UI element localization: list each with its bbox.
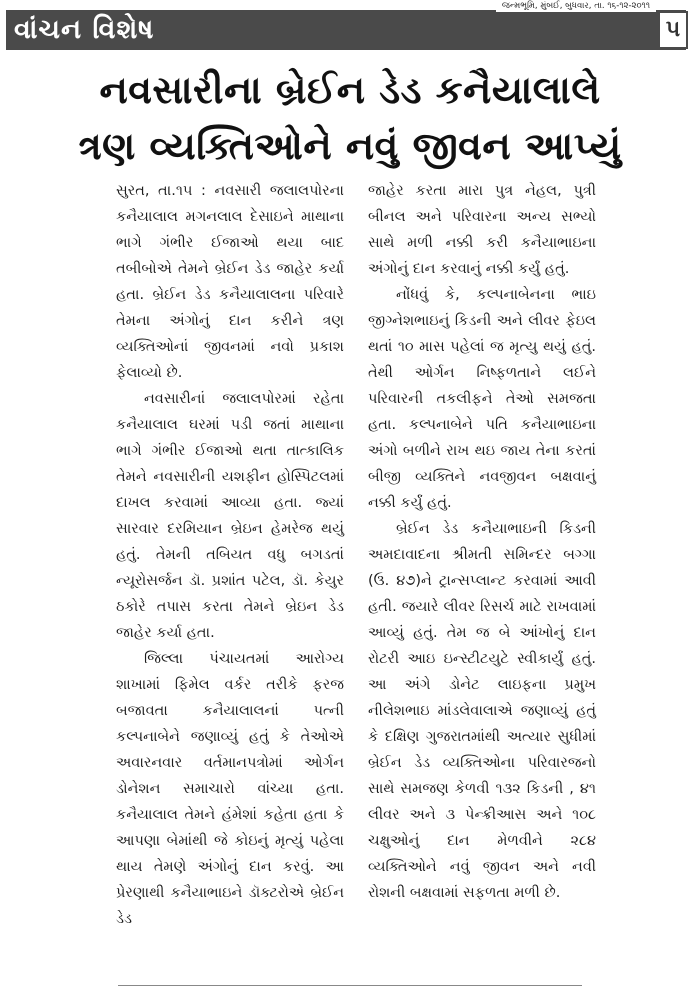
article-paragraph: જાહેર કરતા મારા પુત્ર નેહલ, પુત્રી બીનલ અને પરિવારના અન્ય સભ્યો સાથે મળી નક્કી કરી કનૈયાભાઇના અંગોનું દાન કરવાનું નક્કી કર્યું હતું. [368, 183, 596, 277]
headline-line-1: નવસારીના બ્રેઈન ડેડ કનૈયાલાલે [99, 68, 601, 112]
article-paragraph: નોંધવું કે, કલ્પનાબેનના ભાઇ જીગ્નેશભાઇનું કિડની અને લીવર ફેઇલ થતાં ૧૦ માસ પહેલાં જ મૃત્યુ થયું હતું. તેથી ઓર્ગન નિષ્ફળતાને લઈને પરિવારની તકલીફને તેઓ સમજતા હતા. કલ્પનાબેને પતિ કનૈયાભાઇના અંગો બળીને રાખ થઇ જાય તેના કરતાં બીજી વ્યક્તિને નવજીવન બક્ષવાનું નક્કી કર્યું હતું. [368, 287, 596, 511]
article-headline [0, 62, 700, 174]
article-paragraph: જિલ્લા પંચાયતમાં આરોગ્ય શાખામાં ફિમેલ વર્કર તરીકે ફરજ બજાવતા કનૈયાલાલનાં પત્ની કલ્પનાબેને જણાવ્યું હતું કે તેઓએ અવારનવાર વર્તમાનપત્રોમાં ઓર્ગન ડોનેશન સમાચારો વાંચ્યા હતા. કનૈયાલાલ તેમને હંમેશાં કહેતા હતા કે આપણા બેમાંથી જે કોઇનું મૃત્યું પહેલા થાય તેમણે અંગોનું દાન કરવું. આ પ્રેરણાથી કનૈયાભાઇને ડૉક્ટરોએ બ્રેઈન ડેડ [116, 651, 344, 927]
article-paragraph: સુરત, તા.૧૫ : નવસારી જલાલપોરના કનૈયાલાલ મગનલાલ દેસાઇને માથાના ભાગે ગંભીર ઈજાઓ થયા બાદ તબીબોએ તેમને બ્રેઈન ડેડ જાહેર કર્યા હતા. બ્રેઈન ડેડ કનૈયાલાલના પરિવારે તેમના અંગોનું દાન કરીને ત્રણ વ્યક્તિઓનાં જીવનમાં નવો પ્રકાશ ફેલાવ્યો છે. [116, 183, 344, 381]
dateline: જન્મભૂમિ, મુંબઈ, બુધવાર, તા. ૧૬-૧૨-૨૦૧૧ [496, 0, 656, 12]
page-header [0, 0, 700, 56]
page-number: ૫ [658, 11, 688, 49]
article-paragraph: નવસારીનાં જલાલપોરમાં રહેતા કનૈયાલાલ ઘરમાં પડી જતાં માથાના ભાગે ગંભીર ઈજાઓ થતા તાત્કાલિક તેમને નવસારીની યશફીન હોસ્પિટલમાં દાખલ કરવામાં આવ્યા હતા. જ્યાં સારવાર દરમિયાન બ્રેઇન હેમરેજ થયું હતું. તેમની તબિયત વધુ બગડતાં ન્યૂરોસર્જન ડૉ. પ્રશાંત પટેલ, ડૉ. કેયુર ઠકોરે તપાસ કરતા તેમને બ્રેઇન ડેડ જાહેર કર્યા હતા. [116, 391, 344, 641]
article-column-right [368, 178, 596, 906]
article-body [116, 178, 596, 978]
section-title: વાંચન વિશેષ [14, 14, 155, 45]
headline-line-2: ત્રણ વ્યક્તિઓને નવું જીવન આપ્યું [78, 124, 622, 168]
article-column-left [116, 178, 344, 932]
bottom-divider [118, 985, 582, 986]
article-paragraph: બ્રેઈન ડેડ કનૈયાભાઇની કિડની અમદાવાદના શ્રીમતી સમિન્દર બગ્ગા (ઉ. ૪૭)ને ટ્રાન્સપ્લાન્ટ કરવામાં આવી હતી. જયારે લીવર રિસર્ચ માટે રાખવામાં આવ્યું હતું. તેમ જ બે આંખોનું દાન રોટરી આઇ ઇન્સ્ટીટયુટે સ્વીકાર્યું હતું. આ અંગે ડોનેટ લાઇફના પ્રમુખ નીલેશભાઇ માંડલેવાલાએ જણાવ્યું હતું કે દક્ષિણ ગુજરાતમાંથી અત્યાર સુધીમાં બ્રેઈન ડેડ વ્યક્તિઓના પરિવારજનો સાથે સમજણ કેળવી ૧૩૨ કિડની , ૪૧ લીવર અને ૩ પેન્ક્રીઆસ અને ૧૦૮ ચક્ષુઓનું દાન મેળવીને ૨૮૪ વ્યક્તિઓને નવું જીવન અને નવી રોશની બક્ષવામાં સફળતા મળી છે. [368, 521, 596, 901]
